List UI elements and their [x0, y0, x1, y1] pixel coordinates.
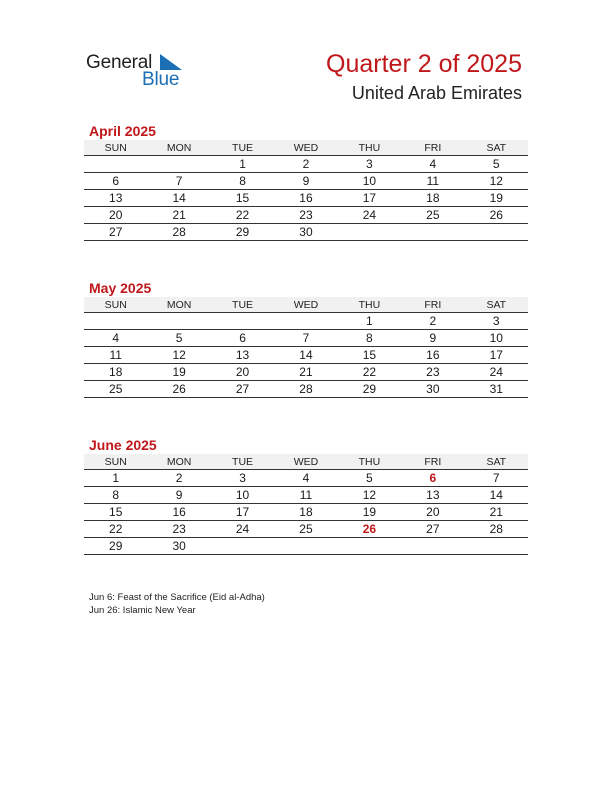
- day-cell: 10: [338, 173, 401, 190]
- weekday-header: THU: [338, 297, 401, 313]
- weekday-header: THU: [338, 140, 401, 156]
- week-row: [84, 207, 528, 224]
- day-cell: 8: [338, 330, 401, 347]
- day-cell: 22: [338, 364, 401, 381]
- weekday-header: SAT: [465, 140, 528, 156]
- week-row: [84, 521, 528, 538]
- week-row: [84, 224, 528, 241]
- day-cell: 3: [338, 156, 401, 173]
- calendar-grid: [84, 454, 528, 555]
- day-cell: 1: [338, 313, 401, 330]
- weekday-header: THU: [338, 454, 401, 470]
- weekday-header: TUE: [211, 140, 274, 156]
- month-title: June 2025: [89, 437, 157, 453]
- day-cell: 29: [211, 224, 274, 241]
- day-cell: 20: [401, 504, 464, 521]
- weekday-header: WED: [274, 454, 337, 470]
- day-cell: 12: [147, 347, 210, 364]
- logo-flag-icon: [160, 54, 182, 70]
- weekday-header: FRI: [401, 140, 464, 156]
- day-cell: 27: [401, 521, 464, 538]
- empty-day-cell: [147, 313, 210, 330]
- day-cell: 27: [84, 224, 147, 241]
- weekday-header: MON: [147, 297, 210, 313]
- empty-day-cell: [211, 313, 274, 330]
- day-cell: 2: [274, 156, 337, 173]
- day-cell: 5: [147, 330, 210, 347]
- day-cell: 14: [465, 487, 528, 504]
- day-cell: 23: [147, 521, 210, 538]
- holiday-note: Jun 26: Islamic New Year: [89, 605, 196, 616]
- day-cell: 9: [274, 173, 337, 190]
- empty-day-cell: [465, 538, 528, 555]
- day-cell: 2: [147, 470, 210, 487]
- day-cell: 14: [274, 347, 337, 364]
- day-cell: 17: [338, 190, 401, 207]
- weekday-header: SUN: [84, 297, 147, 313]
- day-cell: 11: [274, 487, 337, 504]
- day-cell: 19: [338, 504, 401, 521]
- day-cell: 15: [338, 347, 401, 364]
- day-cell: 27: [211, 381, 274, 398]
- week-row: [84, 538, 528, 555]
- month-april: [84, 122, 528, 241]
- day-cell: 25: [84, 381, 147, 398]
- country-subtitle: United Arab Emirates: [351, 83, 522, 103]
- day-cell: 9: [147, 487, 210, 504]
- weekday-header: SUN: [84, 140, 147, 156]
- day-cell: 20: [84, 207, 147, 224]
- calendar-grid: [84, 140, 528, 241]
- weekday-header: SAT: [465, 454, 528, 470]
- calendar-grid: [84, 297, 528, 398]
- day-cell: 28: [465, 521, 528, 538]
- weekday-header: SAT: [465, 297, 528, 313]
- day-cell: 1: [84, 470, 147, 487]
- day-cell: 30: [147, 538, 210, 555]
- holiday-notes: [89, 591, 265, 617]
- week-row: [84, 364, 528, 381]
- week-row: [84, 190, 528, 207]
- day-cell: 16: [401, 347, 464, 364]
- page-title: Quarter 2 of 2025: [326, 50, 522, 78]
- empty-day-cell: [338, 224, 401, 241]
- logo-blue-text: Blue: [142, 69, 180, 90]
- month-june: [84, 436, 528, 555]
- day-cell: 5: [338, 470, 401, 487]
- weekday-header: FRI: [401, 454, 464, 470]
- day-cell: 3: [211, 470, 274, 487]
- day-cell: 4: [401, 156, 464, 173]
- weekday-header: FRI: [401, 297, 464, 313]
- day-cell: 15: [211, 190, 274, 207]
- day-cell: 19: [147, 364, 210, 381]
- day-cell: 21: [147, 207, 210, 224]
- day-cell: 8: [84, 487, 147, 504]
- weekday-header: TUE: [211, 454, 274, 470]
- day-cell: 26: [147, 381, 210, 398]
- day-cell: 12: [465, 173, 528, 190]
- empty-day-cell: [84, 313, 147, 330]
- weekday-header: TUE: [211, 297, 274, 313]
- day-cell: 6: [211, 330, 274, 347]
- holiday-note: Jun 6: Feast of the Sacrifice (Eid al-Adha): [89, 592, 265, 603]
- day-cell: 16: [147, 504, 210, 521]
- day-cell: 29: [338, 381, 401, 398]
- weekday-header: SUN: [84, 454, 147, 470]
- week-row: [84, 313, 528, 330]
- day-cell: 20: [211, 364, 274, 381]
- empty-day-cell: [465, 224, 528, 241]
- empty-day-cell: [401, 224, 464, 241]
- day-cell: 29: [84, 538, 147, 555]
- day-cell: 31: [465, 381, 528, 398]
- day-cell: 30: [274, 224, 337, 241]
- generalblue-logo: [86, 52, 196, 90]
- empty-day-cell: [338, 538, 401, 555]
- month-title: May 2025: [89, 280, 152, 296]
- day-cell: 18: [84, 364, 147, 381]
- day-cell: 11: [401, 173, 464, 190]
- day-cell: 16: [274, 190, 337, 207]
- week-row: [84, 330, 528, 347]
- day-cell: 5: [465, 156, 528, 173]
- week-row: [84, 381, 528, 398]
- month-may: [84, 279, 528, 398]
- day-cell: 2: [401, 313, 464, 330]
- day-cell: 22: [84, 521, 147, 538]
- day-cell: 28: [147, 224, 210, 241]
- day-cell: 25: [401, 207, 464, 224]
- day-cell: 18: [401, 190, 464, 207]
- weekday-header: WED: [274, 140, 337, 156]
- month-title: April 2025: [89, 123, 156, 139]
- day-cell: 7: [147, 173, 210, 190]
- day-cell: 7: [465, 470, 528, 487]
- holiday-day-cell: 6: [401, 470, 464, 487]
- day-cell: 22: [211, 207, 274, 224]
- empty-day-cell: [84, 156, 147, 173]
- day-cell: 19: [465, 190, 528, 207]
- day-cell: 26: [465, 207, 528, 224]
- day-cell: 30: [401, 381, 464, 398]
- day-cell: 4: [274, 470, 337, 487]
- week-row: [84, 487, 528, 504]
- week-row: [84, 347, 528, 364]
- day-cell: 3: [465, 313, 528, 330]
- day-cell: 21: [465, 504, 528, 521]
- week-row: [84, 173, 528, 190]
- day-cell: 24: [338, 207, 401, 224]
- day-cell: 8: [211, 173, 274, 190]
- empty-day-cell: [274, 313, 337, 330]
- weekday-header: WED: [274, 297, 337, 313]
- empty-day-cell: [274, 538, 337, 555]
- weekday-header-row: [84, 140, 528, 156]
- day-cell: 24: [211, 521, 274, 538]
- week-row: [84, 504, 528, 521]
- day-cell: 13: [84, 190, 147, 207]
- week-row: [84, 470, 528, 487]
- day-cell: 10: [465, 330, 528, 347]
- weekday-header-row: [84, 454, 528, 470]
- empty-day-cell: [401, 538, 464, 555]
- holiday-day-cell: 26: [338, 521, 401, 538]
- weekday-header: MON: [147, 140, 210, 156]
- day-cell: 17: [465, 347, 528, 364]
- day-cell: 23: [401, 364, 464, 381]
- empty-day-cell: [147, 156, 210, 173]
- day-cell: 23: [274, 207, 337, 224]
- day-cell: 21: [274, 364, 337, 381]
- day-cell: 11: [84, 347, 147, 364]
- empty-day-cell: [211, 538, 274, 555]
- day-cell: 13: [401, 487, 464, 504]
- day-cell: 10: [211, 487, 274, 504]
- weekday-header-row: [84, 297, 528, 313]
- day-cell: 17: [211, 504, 274, 521]
- day-cell: 28: [274, 381, 337, 398]
- day-cell: 13: [211, 347, 274, 364]
- week-row: [84, 156, 528, 173]
- day-cell: 12: [338, 487, 401, 504]
- day-cell: 18: [274, 504, 337, 521]
- day-cell: 25: [274, 521, 337, 538]
- logo-general-text: General: [86, 52, 153, 73]
- day-cell: 15: [84, 504, 147, 521]
- day-cell: 1: [211, 156, 274, 173]
- weekday-header: MON: [147, 454, 210, 470]
- day-cell: 4: [84, 330, 147, 347]
- day-cell: 7: [274, 330, 337, 347]
- day-cell: 6: [84, 173, 147, 190]
- day-cell: 24: [465, 364, 528, 381]
- day-cell: 14: [147, 190, 210, 207]
- day-cell: 9: [401, 330, 464, 347]
